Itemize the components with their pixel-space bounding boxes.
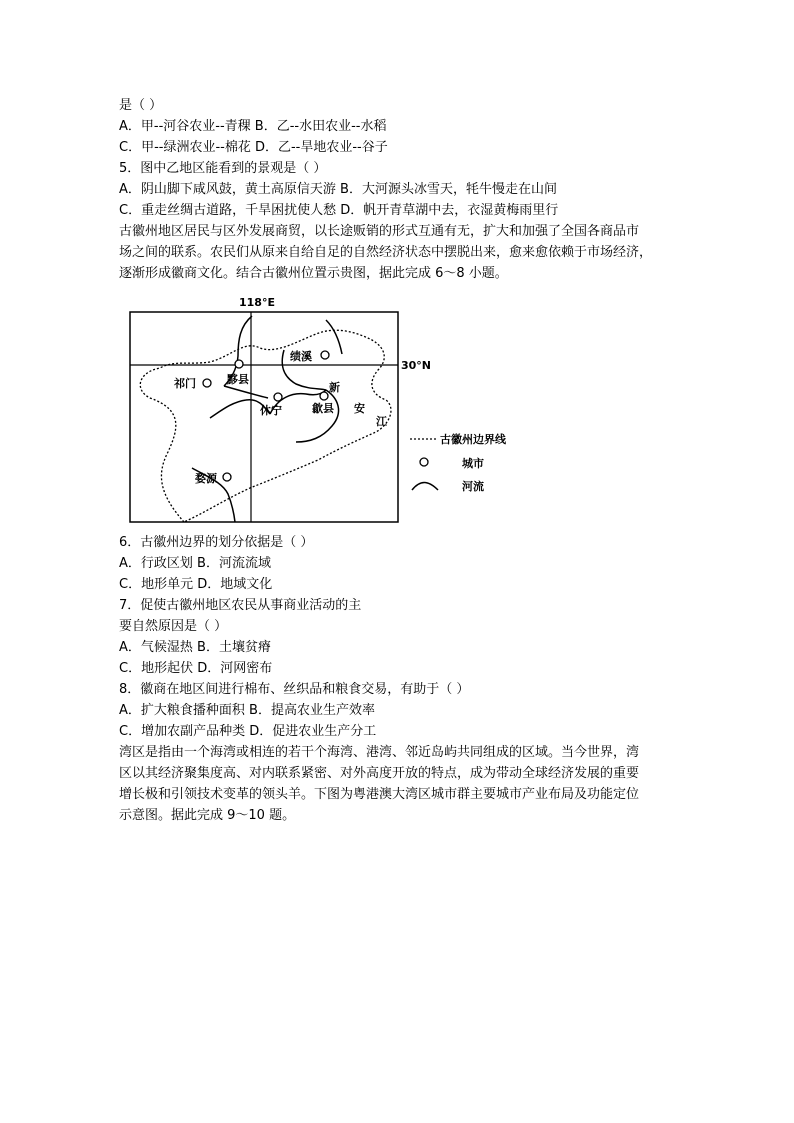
city-shexian-label: 歙县 bbox=[312, 402, 334, 415]
passage2-line4: 示意图。据此完成 9～10 题。 bbox=[119, 808, 296, 823]
xinan-river bbox=[296, 390, 339, 442]
river-northeast bbox=[326, 320, 342, 354]
city-shexian-marker bbox=[320, 392, 328, 400]
legend-city-symbol bbox=[420, 458, 428, 466]
city-wuyuan-label: 婺源 bbox=[195, 472, 217, 485]
passage1-line2: 场之间的联系。农民们从原来自给自足的自然经济状态中摆脱出来，愈来愈依赖于市场经济， bbox=[119, 245, 653, 260]
map-frame bbox=[130, 312, 398, 522]
q7-options-cd: C．地形起伏 D．河网密布 bbox=[119, 661, 273, 676]
city-yixian-marker bbox=[235, 360, 243, 368]
q8-options-cd: C．增加农副产品种类 D．促进农业生产分工 bbox=[119, 724, 377, 739]
q7-stem-line2: 要自然原因是（ ） bbox=[119, 619, 228, 634]
passage1-line3: 逐渐形成徽商文化。结合古徽州位置示贵图，据此完成 6～8 小题。 bbox=[119, 266, 508, 281]
huizhou-boundary bbox=[140, 330, 391, 522]
q5-stem: 5．图中乙地区能看到的景观是（ ） bbox=[119, 161, 327, 176]
city-yixian-label: 黟县 bbox=[227, 373, 249, 386]
q4-options-ab: A．甲--河谷农业--青稞 B．乙--水田农业--水稻 bbox=[119, 119, 387, 134]
q7-options-ab: A．气候湿热 B．土壤贫瘠 bbox=[119, 640, 271, 655]
legend-river-label: 河流 bbox=[462, 480, 484, 493]
passage2-line1: 湾区是指由一个海湾或相连的若干个海湾、港湾、邻近岛屿共同组成的区域。当今世界，湾 bbox=[119, 745, 640, 760]
q5-options-cd: C．重走丝绸古道路，千旱困扰使人愁 D．帆开青草湖中去，衣湿黄梅雨里行 bbox=[119, 203, 559, 218]
huizhou-location-map bbox=[120, 290, 520, 530]
q4-stem-end: 是（ ） bbox=[119, 98, 163, 113]
city-qimen-label: 祁门 bbox=[174, 377, 196, 390]
city-qimen-marker bbox=[203, 379, 211, 387]
river-label-an: 安 bbox=[354, 402, 365, 415]
q4-options-cd: C．甲--绿洲农业--棉花 D．乙--旱地农业--谷子 bbox=[119, 140, 388, 155]
q6-options-ab: A．行政区划 B．河流流域 bbox=[119, 556, 271, 571]
latitude-label: 30°N bbox=[401, 359, 432, 372]
q8-stem: 8．徽商在地区间进行棉布、丝织品和粮食交易，有助于（ ） bbox=[119, 682, 470, 697]
city-jixi-marker bbox=[321, 351, 329, 359]
river-yixian bbox=[224, 386, 268, 398]
q6-options-cd: C．地形单元 D．地域文化 bbox=[119, 577, 273, 592]
river-label-xin: 新 bbox=[329, 381, 340, 394]
legend-river-symbol bbox=[412, 483, 438, 491]
q5-options-ab: A．阴山脚下咸风鼓，黄土高原信天游 B．大河源头冰雪天，牦牛慢走在山间 bbox=[119, 182, 557, 197]
q6-stem: 6．古徽州边界的划分依据是（ ） bbox=[119, 535, 314, 550]
city-jixi-label: 绩溪 bbox=[290, 350, 312, 363]
city-xiuning-marker bbox=[274, 393, 282, 401]
city-wuyuan-marker bbox=[223, 473, 231, 481]
q7-stem-line1: 7．促使古徽州地区农民从事商业活动的主 bbox=[119, 598, 362, 613]
q8-options-ab: A．扩大粮食播种面积 B．提高农业生产效率 bbox=[119, 703, 375, 718]
river-label-jiang: 江 bbox=[376, 415, 387, 428]
longitude-label: 118°E bbox=[239, 296, 275, 309]
passage2-line3: 增长极和引领技术变革的领头羊。下图为粤港澳大湾区城市群主要城市产业布局及功能定位 bbox=[119, 787, 640, 802]
passage2-line2: 区以其经济聚集度高、对内联系紧密、对外高度开放的特点，成为带动全球经济发展的重要 bbox=[119, 766, 640, 781]
legend-boundary-label: 古徽州边界线 bbox=[440, 433, 506, 446]
city-xiuning-label: 休宁 bbox=[260, 404, 282, 417]
passage1-line1: 古徽州地区居民与区外发展商贸，以长途贩销的形式互通有无，扩大和加强了全国各商品市 bbox=[119, 224, 640, 239]
legend-city-label: 城市 bbox=[462, 457, 484, 470]
